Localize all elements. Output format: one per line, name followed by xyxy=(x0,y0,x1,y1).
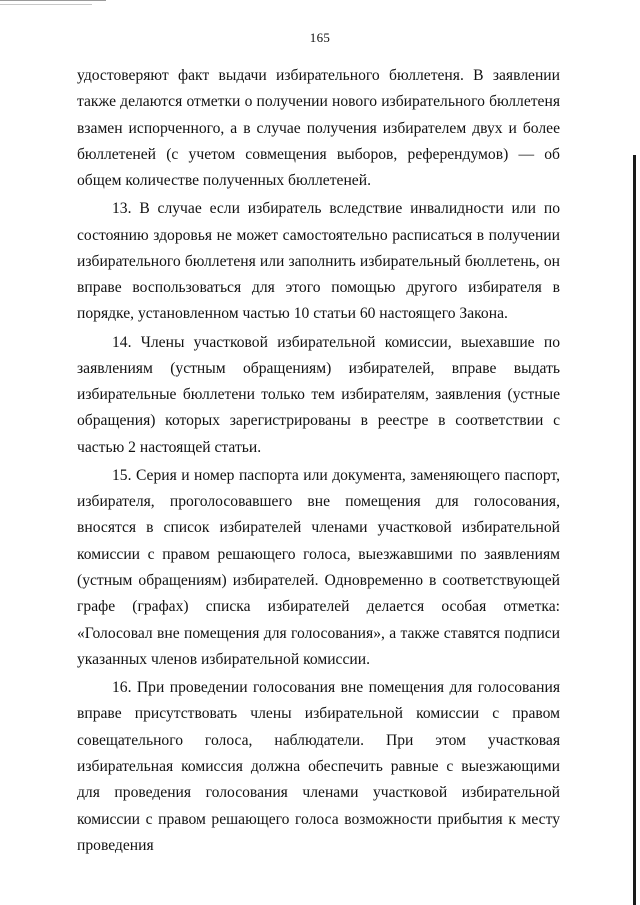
paragraph-item-14: 14. Члены участковой избирательной комиссии, выехавшие по заявлениям (устным обращениям) избирателей, вправе выдать избирательные бюллетени только тем избирателям, заявления (устные обращения) которых зарегистрированы в реестре в соответствии с частью 2 настоящей статьи. xyxy=(77,333,560,456)
scan-edge-mark xyxy=(0,4,92,5)
scan-page-edge xyxy=(633,155,636,905)
paragraph-item-13: 13. В случае если избиратель вследствие инвалидности или по состоянию здоровья не может самостоятельно расписаться в получении избирательного бюллетеня или заполнить избирательный бюллетень, он вправе воспользоваться для этого помощью другого избирателя в порядке, установленном частью 10 статьи 60 настоящего Закона. xyxy=(77,200,560,323)
scan-edge-mark xyxy=(0,0,106,1)
document-body xyxy=(77,63,560,861)
paragraph-continuation: удостоверяют факт выдачи избирательного бюллетеня. В заявлении также делаются отметки о получении нового избирательного бюллетеня взамен испорченного, а в случае получения избирателем двух и более бюллетеней (с учетом совмещения выборов, референдумов) — об общем количестве полученных бюллетеней. xyxy=(77,67,560,190)
paragraph-item-15: 15. Серия и номер паспорта или документа, заменяющего паспорт, избирателя, проголосовавшего вне помещения для голосования, вносятся в список избирателей членами участковой избирательной комиссии с правом решающего голоса, выезжавшими по заявлениям (устным обращениям) избирателей. Одновременно в соответствующей графе (графах) списка избирателей делается особая отметка: «Голосовал вне помещения для голосования», а также ставятся подписи указанных членов избирательной комиссии. xyxy=(77,466,560,668)
page-number: 165 xyxy=(309,30,331,45)
paragraph-item-16: 16. При проведении голосования вне помещения для голосования вправе присутствовать члены избирательной комиссии с правом совещательного голоса, наблюдатели. При этом участковая избирательная комиссия должна обеспечить равные с выезжающими для проведения голосования членами участковой избирательной комиссии с правом решающего голоса возможности прибытия к месту проведения xyxy=(77,679,560,854)
